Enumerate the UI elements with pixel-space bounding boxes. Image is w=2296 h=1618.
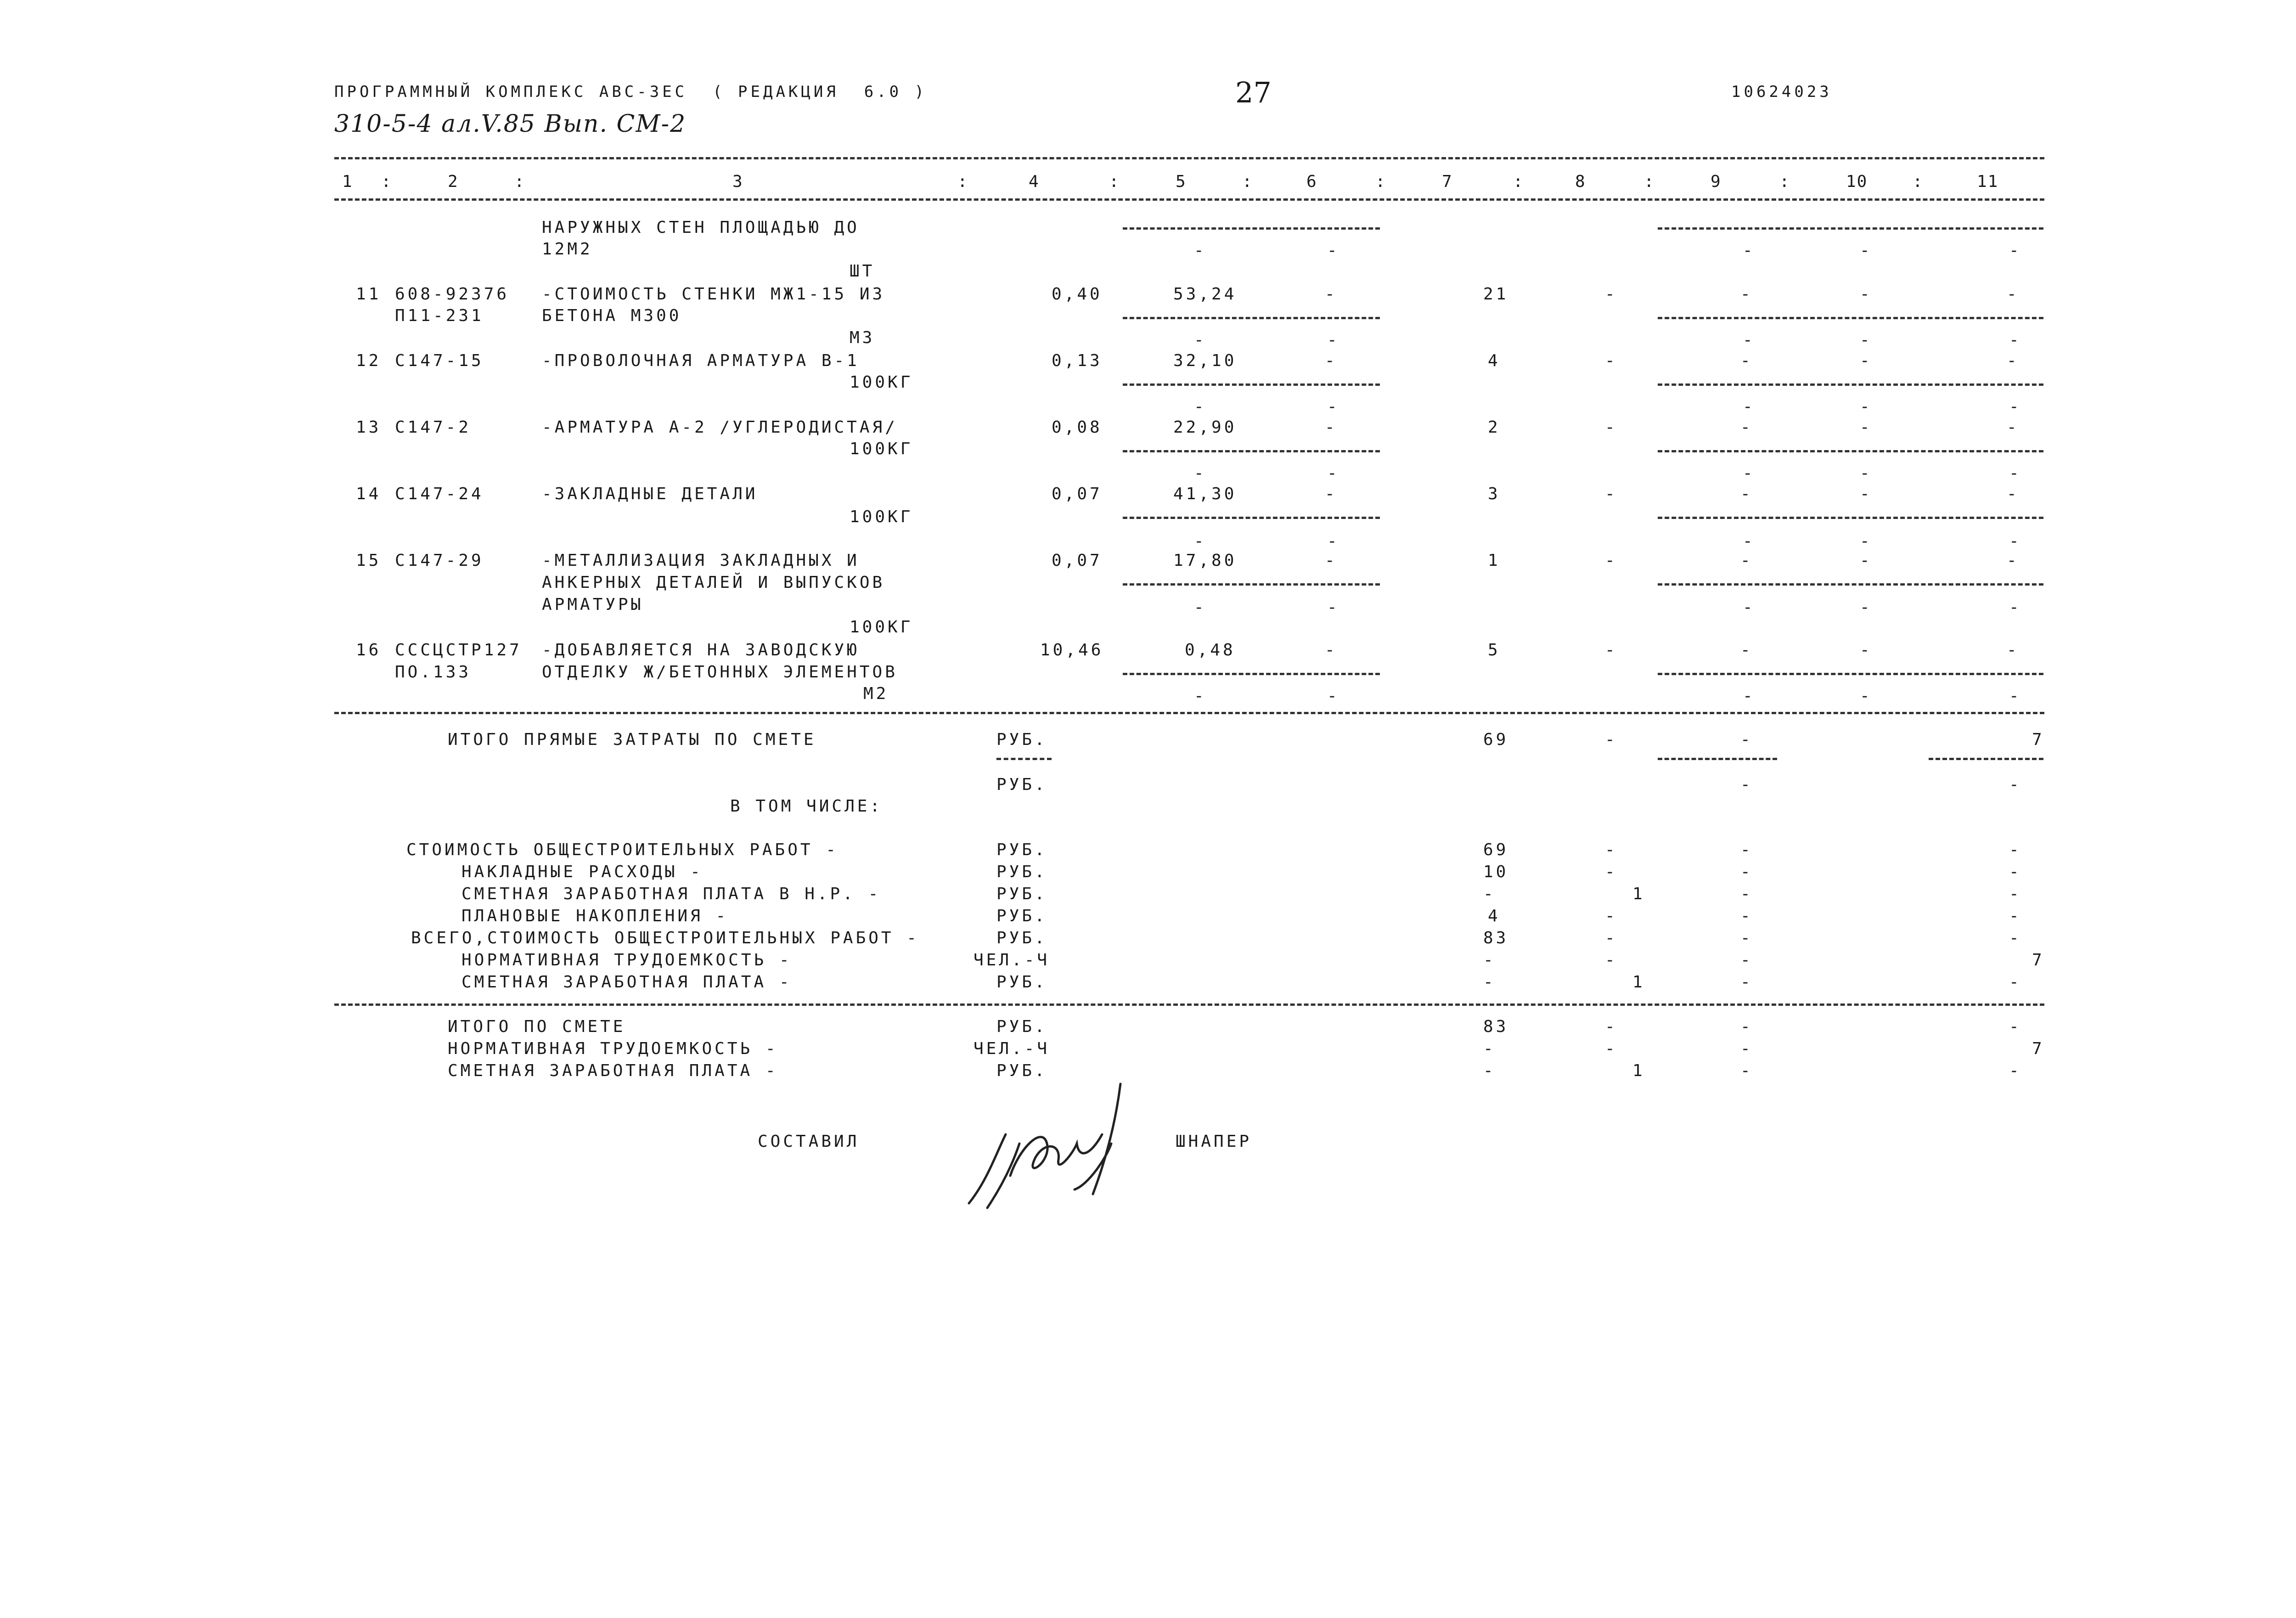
table-top-rule <box>334 157 2044 159</box>
final-c8: - <box>1605 1017 1618 1036</box>
column-header: 8 <box>1575 172 1586 191</box>
breakdown-c11: - <box>2009 840 2022 859</box>
breakdown-unit: РУБ. <box>996 929 1047 947</box>
table-header-rule <box>334 198 2044 201</box>
row-c9: - <box>1740 641 1753 660</box>
row-c10: - <box>1860 418 1873 437</box>
row-c11: - <box>2007 351 2020 370</box>
row-c6: - <box>1325 641 1338 660</box>
final-c8: 1 <box>1632 1061 1645 1080</box>
breakdown-unit: РУБ. <box>996 885 1047 903</box>
column-separator: : <box>1913 172 1923 191</box>
row-c10: - <box>1860 351 1873 370</box>
row-number: 11 <box>356 285 382 304</box>
row-code: С147-24 <box>395 485 484 503</box>
breakdown-c8: - <box>1605 929 1618 947</box>
dash-mark: - <box>1194 532 1204 551</box>
page-number: 27 <box>1235 76 1272 109</box>
row-code: 608-92376 <box>395 285 510 304</box>
row-number: 16 <box>356 641 382 660</box>
breakdown-c9: - <box>1740 951 1753 970</box>
final-c11: - <box>2009 1061 2022 1080</box>
row-qty: 0,08 <box>1052 418 1103 437</box>
final-c9: - <box>1740 1061 1753 1080</box>
subtotal-rule <box>1658 383 2043 386</box>
dash-mark: - <box>1860 532 1870 551</box>
row-code-secondary: ПО.133 <box>395 663 472 682</box>
column-separator: : <box>381 172 391 191</box>
row-c10: - <box>1860 551 1873 570</box>
row-number: 14 <box>356 485 382 503</box>
final-unit: ЧЕЛ.-Ч <box>974 1039 1050 1058</box>
row-description: -АРМАТУРА А-2 /УГЛЕРОДИСТАЯ/ <box>542 418 898 437</box>
breakdown-label: СМЕТНАЯ ЗАРАБОТНАЯ ПЛАТА - <box>461 973 792 992</box>
column-header: 9 <box>1711 172 1722 191</box>
composer-name: ШНАПЕР <box>1176 1132 1252 1151</box>
final-unit: РУБ. <box>996 1017 1047 1036</box>
subtotal-rule <box>1123 673 1380 675</box>
row-c7: 21 <box>1483 285 1509 304</box>
subtotal-rule <box>1658 583 2043 586</box>
row-qty: 10,46 <box>1040 641 1104 660</box>
subtotal-rule <box>996 758 1052 760</box>
dash-mark: - <box>1743 331 1753 350</box>
subtotal-rule <box>1658 758 1777 760</box>
subtotal-rule <box>1123 227 1380 230</box>
breakdown-c9: - <box>1740 840 1753 859</box>
final-c11: 7 <box>2032 1039 2045 1058</box>
dash-mark: - <box>1327 397 1337 416</box>
dash-mark: - <box>2009 598 2019 617</box>
breakdown-c9: - <box>1740 885 1753 903</box>
row-code: СССЦСТР127 <box>395 641 522 660</box>
row-description: БЕТОНА М300 <box>542 306 682 325</box>
breakdown-c9: - <box>1740 863 1753 881</box>
row-description: НАРУЖНЫХ СТЕН ПЛОЩАДЬЮ ДО <box>542 218 860 237</box>
dash-mark: - <box>1743 598 1753 617</box>
total-c11: - <box>2009 775 2022 794</box>
breakdown-label: СТОИМОСТЬ ОБЩЕСТРОИТЕЛЬНЫХ РАБОТ - <box>406 840 838 859</box>
row-description: -МЕТАЛЛИЗАЦИЯ ЗАКЛАДНЫХ И <box>542 551 860 570</box>
breakdown-unit: ЧЕЛ.-Ч <box>974 951 1050 970</box>
row-number: 15 <box>356 551 382 570</box>
row-unit: 100КГ <box>850 618 913 637</box>
row-c11: - <box>2007 418 2020 437</box>
breakdown-c8: 1 <box>1632 885 1645 903</box>
row-unit: 100КГ <box>850 507 913 526</box>
row-unit: 100КГ <box>850 440 913 458</box>
row-c10: - <box>1860 285 1873 304</box>
column-header: 10 <box>1846 172 1868 191</box>
column-separator: : <box>514 172 524 191</box>
breakdown-c8: - <box>1605 863 1618 881</box>
row-c7: 4 <box>1488 351 1501 370</box>
breakdown-c11: - <box>2009 907 2022 925</box>
final-c9: - <box>1740 1017 1753 1036</box>
dash-mark: - <box>1743 241 1753 260</box>
dash-mark: - <box>1194 241 1204 260</box>
row-unit: 100КГ <box>850 373 913 392</box>
dash-mark: - <box>2009 532 2019 551</box>
subtotal-rule <box>1658 450 2043 452</box>
breakdown-c7: 10 <box>1483 863 1509 881</box>
row-description: -ЗАКЛАДНЫЕ ДЕТАЛИ <box>542 485 758 503</box>
row-code: С147-29 <box>395 551 484 570</box>
final-c7: 83 <box>1483 1017 1509 1036</box>
column-separator: : <box>1513 172 1523 191</box>
dash-mark: - <box>2009 397 2019 416</box>
dash-mark: - <box>1327 687 1337 705</box>
row-c6: - <box>1325 418 1338 437</box>
breakdown-label: СМЕТНАЯ ЗАРАБОТНАЯ ПЛАТА В Н.Р. - <box>461 885 881 903</box>
breakdown-label: ПЛАНОВЫЕ НАКОПЛЕНИЯ - <box>461 907 729 925</box>
dash-mark: - <box>1743 397 1753 416</box>
breakdown-label: НОРМАТИВНАЯ ТРУДОЕМКОСТЬ - <box>461 951 792 970</box>
row-description: -ДОБАВЛЯЕТСЯ НА ЗАВОДСКУЮ <box>542 641 860 660</box>
breakdown-c9: - <box>1740 907 1753 925</box>
column-separator: : <box>1779 172 1790 191</box>
row-description: АНКЕРНЫХ ДЕТАЛЕЙ И ВЫПУСКОВ <box>542 573 885 592</box>
row-qty: 0,07 <box>1052 485 1103 503</box>
subtotal-rule <box>1123 317 1380 319</box>
row-c6: - <box>1325 285 1338 304</box>
row-description: -ПРОВОЛОЧНАЯ АРМАТУРА В-1 <box>542 351 860 370</box>
breakdown-c8: - <box>1605 840 1618 859</box>
row-c8: - <box>1605 285 1618 304</box>
row-c8: - <box>1605 551 1618 570</box>
breakdown-c9: - <box>1740 929 1753 947</box>
document-code: 10624023 <box>1731 83 1832 101</box>
final-c9: - <box>1740 1039 1753 1058</box>
breakdown-unit: РУБ. <box>996 840 1047 859</box>
row-c10: - <box>1860 641 1873 660</box>
breakdown-c7: 69 <box>1483 840 1509 859</box>
final-c7: - <box>1483 1039 1496 1058</box>
final-label: СМЕТНАЯ ЗАРАБОТНАЯ ПЛАТА - <box>448 1061 778 1080</box>
total-unit: РУБ. <box>996 775 1047 794</box>
dash-mark: - <box>1327 331 1337 350</box>
row-c7: 2 <box>1488 418 1501 437</box>
total-c9: - <box>1740 775 1753 794</box>
final-c7: - <box>1483 1061 1496 1080</box>
breakdown-c7: - <box>1483 951 1496 970</box>
breakdown-c8: - <box>1605 907 1618 925</box>
column-header: 11 <box>1977 172 1999 191</box>
handwritten-signature-icon <box>955 1075 1148 1212</box>
subtotal-rule <box>1658 317 2043 319</box>
dash-mark: - <box>1194 464 1204 483</box>
handwritten-reference: 310-5-4 ал.V.85 Вып. СМ-2 <box>334 110 687 138</box>
breakdown-c9: - <box>1740 973 1753 992</box>
row-price: 41,30 <box>1173 485 1237 503</box>
dash-mark: - <box>1860 464 1870 483</box>
row-code: С147-15 <box>395 351 484 370</box>
subtotal-rule <box>1123 583 1380 586</box>
total-c8: - <box>1605 730 1618 749</box>
row-description: АРМАТУРЫ <box>542 595 644 614</box>
breakdown-c8: - <box>1605 951 1618 970</box>
row-code-secondary: П11-231 <box>395 306 484 325</box>
row-number: 12 <box>356 351 382 370</box>
column-separator: : <box>957 172 968 191</box>
row-description: 12М2 <box>542 240 593 259</box>
dash-mark: - <box>1194 687 1204 705</box>
row-qty: 0,07 <box>1052 551 1103 570</box>
row-c9: - <box>1740 551 1753 570</box>
row-c11: - <box>2007 285 2020 304</box>
breakdown-label: ВСЕГО,СТОИМОСТЬ ОБЩЕСТРОИТЕЛЬНЫХ РАБОТ - <box>411 929 919 947</box>
row-number: 13 <box>356 418 382 437</box>
row-code: С147-2 <box>395 418 472 437</box>
subtotal-rule <box>1123 450 1380 452</box>
breakdown-c7: 83 <box>1483 929 1509 947</box>
row-c11: - <box>2007 551 2020 570</box>
dash-mark: - <box>2009 687 2019 705</box>
row-unit: М2 <box>863 684 889 703</box>
row-c8: - <box>1605 351 1618 370</box>
row-price: 53,24 <box>1173 285 1237 304</box>
composed-label: СОСТАВИЛ <box>758 1132 860 1151</box>
dash-mark: - <box>1327 241 1337 260</box>
dash-mark: - <box>1194 397 1204 416</box>
row-c9: - <box>1740 285 1753 304</box>
breakdown-c11: - <box>2009 885 2022 903</box>
dash-mark: - <box>1860 241 1870 260</box>
final-label: НОРМАТИВНАЯ ТРУДОЕМКОСТЬ - <box>448 1039 778 1058</box>
final-c11: - <box>2009 1017 2022 1036</box>
breakdown-c11: 7 <box>2032 951 2045 970</box>
dash-mark: - <box>1860 687 1870 705</box>
final-label: ИТОГО ПО СМЕТЕ <box>448 1017 626 1036</box>
column-header: 6 <box>1306 172 1317 191</box>
column-header: 2 <box>448 172 459 191</box>
subtotal-rule <box>1658 227 2043 230</box>
row-c9: - <box>1740 351 1753 370</box>
dash-mark: - <box>1743 532 1753 551</box>
final-unit: РУБ. <box>996 1061 1047 1080</box>
total-c9: - <box>1740 730 1753 749</box>
row-c7: 1 <box>1488 551 1501 570</box>
breakdown-unit: РУБ. <box>996 973 1047 992</box>
total-c11: 7 <box>2032 730 2045 749</box>
row-c9: - <box>1740 418 1753 437</box>
row-c7: 3 <box>1488 485 1501 503</box>
total-c7: 69 <box>1483 730 1509 749</box>
dash-mark: - <box>2009 331 2019 350</box>
row-c11: - <box>2007 485 2020 503</box>
breakdown-label: НАКЛАДНЫЕ РАСХОДЫ - <box>461 863 703 881</box>
dash-mark: - <box>1194 598 1204 617</box>
dash-mark: - <box>1860 598 1870 617</box>
column-header: 4 <box>1029 172 1040 191</box>
breakdown-unit: РУБ. <box>996 907 1047 925</box>
breakdown-c7: - <box>1483 885 1496 903</box>
dash-mark: - <box>1327 532 1337 551</box>
column-separator: : <box>1375 172 1385 191</box>
row-c6: - <box>1325 351 1338 370</box>
subtotal-rule <box>1658 673 2043 675</box>
row-c6: - <box>1325 485 1338 503</box>
row-description: -СТОИМОСТЬ СТЕНКИ МЖ1-15 ИЗ <box>542 285 885 304</box>
dash-mark: - <box>2009 241 2019 260</box>
row-unit: ШТ <box>850 262 875 281</box>
dash-mark: - <box>1194 331 1204 350</box>
subtotal-rule <box>1929 758 2043 760</box>
dash-mark: - <box>1327 464 1337 483</box>
row-c8: - <box>1605 641 1618 660</box>
column-header: 3 <box>732 172 743 191</box>
column-separator: : <box>1644 172 1654 191</box>
column-header: 1 <box>342 172 353 191</box>
row-price: 0,48 <box>1185 641 1236 660</box>
row-unit: М3 <box>850 328 875 347</box>
row-price: 32,10 <box>1173 351 1237 370</box>
column-separator: : <box>1242 172 1252 191</box>
breakdown-c11: - <box>2009 929 2022 947</box>
final-c8: - <box>1605 1039 1618 1058</box>
row-qty: 0,40 <box>1052 285 1103 304</box>
column-header: 5 <box>1176 172 1187 191</box>
breakdown-unit: РУБ. <box>996 863 1047 881</box>
table-section-rule <box>334 712 2044 714</box>
dash-mark: - <box>1743 687 1753 705</box>
row-c9: - <box>1740 485 1753 503</box>
dash-mark: - <box>1860 397 1870 416</box>
dash-mark: - <box>1860 331 1870 350</box>
row-c8: - <box>1605 485 1618 503</box>
subtotal-rule <box>1123 383 1380 386</box>
row-c8: - <box>1605 418 1618 437</box>
dash-mark: - <box>2009 464 2019 483</box>
row-c7: 5 <box>1488 641 1501 660</box>
dash-mark: - <box>1327 598 1337 617</box>
row-price: 17,80 <box>1173 551 1237 570</box>
total-label: ИТОГО ПРЯМЫЕ ЗАТРАТЫ ПО СМЕТЕ <box>448 730 816 749</box>
dash-mark: - <box>1743 464 1753 483</box>
table-section-rule <box>334 1003 2044 1006</box>
row-description: ОТДЕЛКУ Ж/БЕТОННЫХ ЭЛЕМЕНТОВ <box>542 663 898 682</box>
row-price: 22,90 <box>1173 418 1237 437</box>
row-c6: - <box>1325 551 1338 570</box>
breakdown-c11: - <box>2009 973 2022 992</box>
row-c11: - <box>2007 641 2020 660</box>
total-unit: РУБ. <box>996 730 1047 749</box>
breakdown-c8: 1 <box>1632 973 1645 992</box>
breakdown-c7: 4 <box>1488 907 1501 925</box>
breakdown-c11: - <box>2009 863 2022 881</box>
subtotal-rule <box>1123 517 1380 519</box>
program-header: ПРОГРАММНЫЙ КОМПЛЕКС АВС-3ЕС ( РЕДАКЦИЯ 6.0 ) <box>334 83 928 101</box>
row-c10: - <box>1860 485 1873 503</box>
row-qty: 0,13 <box>1052 351 1103 370</box>
including-label: В ТОМ ЧИСЛЕ: <box>730 797 883 816</box>
subtotal-rule <box>1658 517 2043 519</box>
column-separator: : <box>1109 172 1119 191</box>
column-header: 7 <box>1442 172 1453 191</box>
breakdown-c7: - <box>1483 973 1496 992</box>
